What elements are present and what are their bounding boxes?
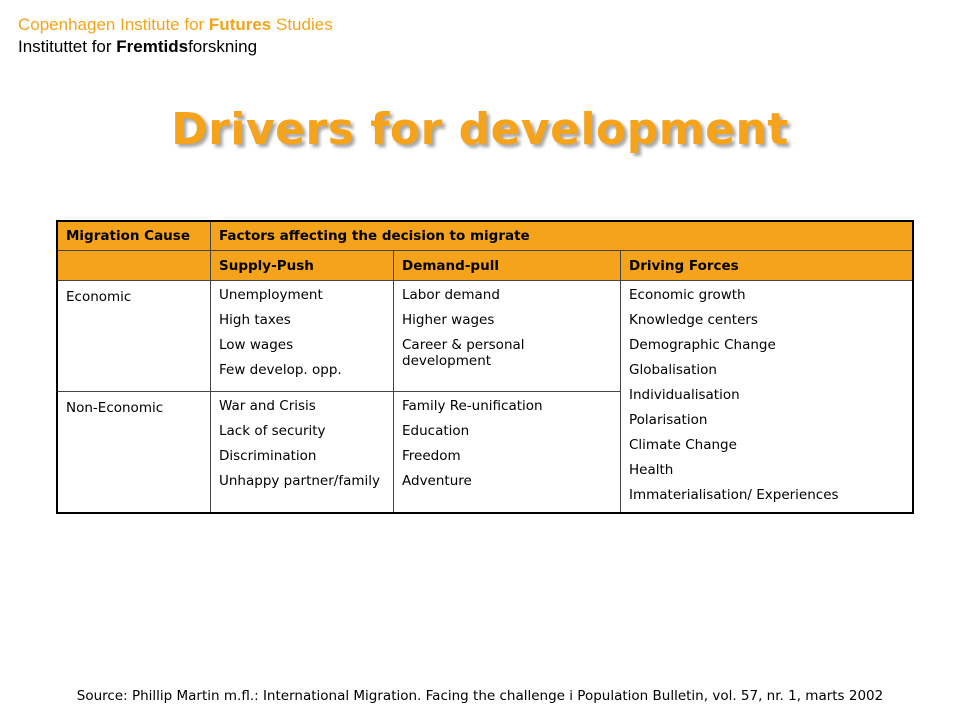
table-subheader-row <box>57 251 913 281</box>
subheader-supply-push: Supply-Push <box>211 251 394 281</box>
list-item: High taxes <box>219 312 291 328</box>
noneconomic-demand-pull-list <box>394 391 621 513</box>
list-item: Adventure <box>402 472 472 489</box>
drivers-table <box>56 220 914 514</box>
list-item: Family Re-unification <box>402 397 543 414</box>
list-item: Health <box>629 462 674 478</box>
list-item: Globalisation <box>629 362 717 378</box>
institute-name-english: Copenhagen Institute for Futures Studies <box>18 15 333 34</box>
header-migration-cause: Migration Cause <box>57 221 211 251</box>
page-title: Drivers for development <box>171 104 789 155</box>
list-item: Individualisation <box>629 387 740 403</box>
list-item: Labor demand <box>402 287 500 303</box>
list-item: Career & personal development <box>402 337 525 369</box>
table-row <box>57 281 913 392</box>
economic-supply-push-list <box>211 281 394 392</box>
economic-demand-pull-list <box>394 281 621 392</box>
list-item: Freedom <box>402 447 461 464</box>
noneconomic-supply-push-list <box>211 391 394 513</box>
list-item: Unhappy partner/family <box>219 472 380 489</box>
subheader-demand-pull: Demand-pull <box>394 251 621 281</box>
list-item: Lack of security <box>219 422 326 439</box>
header-factors: Factors affecting the decision to migrate <box>211 221 914 251</box>
list-item: Unemployment <box>219 287 323 303</box>
list-item: Low wages <box>219 337 294 353</box>
list-item: War and Crisis <box>219 397 316 414</box>
list-item: Immaterialisation/ Experiences <box>629 487 839 503</box>
list-item: Economic growth <box>629 287 746 303</box>
list-item: Knowledge centers <box>629 312 758 328</box>
list-item: Climate Change <box>629 437 737 453</box>
driving-forces-list <box>621 281 914 514</box>
cause-non-economic: Non-Economic <box>57 391 211 513</box>
institute-name-danish: Instituttet for Fremtidsforskning <box>18 37 258 56</box>
subheader-empty <box>57 251 211 281</box>
list-item: Higher wages <box>402 312 495 328</box>
source-citation: Source: Phillip Martin m.fl.: International Migration. Facing the challenge i Population Bulletin, vol. 57, nr. 1, marts 2002 <box>76 688 884 704</box>
list-item: Demographic Change <box>629 337 776 353</box>
list-item: Discrimination <box>219 447 317 464</box>
subheader-driving-forces: Driving Forces <box>621 251 914 281</box>
cause-economic: Economic <box>57 281 211 392</box>
list-item: Few develop. opp. <box>219 362 342 378</box>
list-item: Polarisation <box>629 412 708 428</box>
table-header-row <box>57 221 913 251</box>
institute-header <box>18 14 333 58</box>
list-item: Education <box>402 422 470 439</box>
